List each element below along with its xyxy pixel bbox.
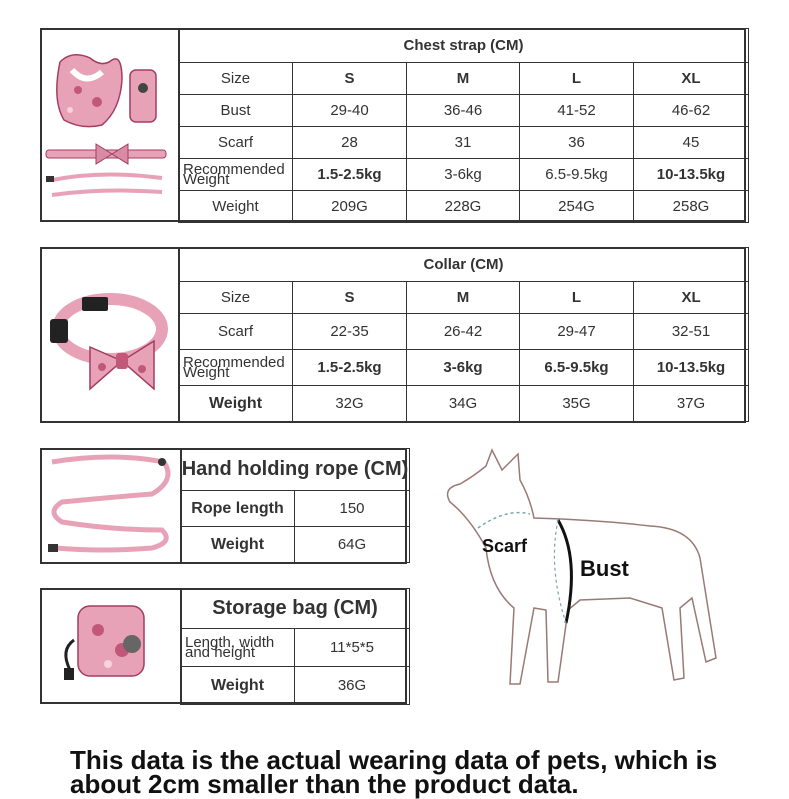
table-cell: 46-62 (634, 95, 749, 127)
row-label: Length, width and height (181, 629, 295, 667)
row-label: Scarf (179, 127, 293, 159)
chest-strap-section (40, 28, 746, 222)
table-cell: 258G (634, 191, 749, 223)
collar-table (178, 247, 749, 422)
header-cell: S (293, 282, 407, 314)
bag-title: Storage bag (CM) (181, 589, 410, 629)
table-cell: 45 (634, 127, 749, 159)
table-cell: 36-46 (407, 95, 520, 127)
table-row (179, 95, 749, 127)
table-row (179, 191, 749, 223)
table-cell: 11*5*5 (295, 629, 410, 667)
header-cell: Size (179, 282, 293, 314)
table-cell: 6.5-9.5kg (520, 159, 634, 191)
rope-title: Hand holding rope (CM) (181, 449, 410, 491)
table-row (181, 667, 410, 705)
table-row (179, 282, 749, 314)
chest-strap-title: Chest strap (CM) (179, 29, 749, 63)
table-row (181, 527, 410, 563)
table-cell: 209G (293, 191, 407, 223)
table-cell: 150 (295, 491, 410, 527)
table-row (179, 127, 749, 159)
scarf-label: Scarf (482, 536, 528, 556)
row-label: Weight (181, 667, 295, 705)
table-cell: 1.5-2.5kg (293, 350, 407, 386)
header-cell: XL (634, 63, 749, 95)
table-cell: 41-52 (520, 95, 634, 127)
rope-section (40, 448, 407, 564)
collar-title: Collar (CM) (179, 248, 749, 282)
table-cell: 32G (293, 386, 407, 422)
table-cell: 254G (520, 191, 634, 223)
table-row (179, 314, 749, 350)
table-cell: 64G (295, 527, 410, 563)
table-cell: 32-51 (634, 314, 749, 350)
table-cell: 22-35 (293, 314, 407, 350)
table-cell: 37G (634, 386, 749, 422)
table-row (181, 629, 410, 667)
table-cell: 3-6kg (407, 350, 520, 386)
row-label: Scarf (179, 314, 293, 350)
row-label: Recommended Weight (179, 159, 293, 191)
table-row (179, 63, 749, 95)
header-cell: L (520, 282, 634, 314)
header-cell: Size (179, 63, 293, 95)
row-label: Weight (179, 191, 293, 223)
bag-table (180, 588, 410, 705)
bust-label: Bust (580, 556, 629, 581)
row-label: Rope length (181, 491, 295, 527)
table-cell: 6.5-9.5kg (520, 350, 634, 386)
table-row (179, 386, 749, 422)
footer-note: This data is the actual wearing data of pets, which is about 2cm smaller than the product data. (70, 745, 718, 799)
row-label: Weight (181, 527, 295, 563)
table-cell: 28 (293, 127, 407, 159)
table-row (179, 159, 749, 191)
table-row (181, 491, 410, 527)
table-cell: 34G (407, 386, 520, 422)
table-cell: 228G (407, 191, 520, 223)
table-row (179, 350, 749, 386)
collar-section (40, 247, 746, 423)
table-cell: 3-6kg (407, 159, 520, 191)
header-cell: M (407, 282, 520, 314)
header-cell: L (520, 63, 634, 95)
table-cell: 29-40 (293, 95, 407, 127)
table-cell: 36G (295, 667, 410, 705)
leash-image (42, 450, 182, 562)
table-cell: 26-42 (407, 314, 520, 350)
bag-image (42, 590, 182, 702)
table-cell: 35G (520, 386, 634, 422)
table-cell: 36 (520, 127, 634, 159)
collar-image (42, 249, 180, 421)
header-cell: M (407, 63, 520, 95)
header-cell: S (293, 63, 407, 95)
table-cell: 31 (407, 127, 520, 159)
header-cell: XL (634, 282, 749, 314)
row-label: Recommended Weight (179, 350, 293, 386)
rope-table (180, 448, 410, 563)
dog-measurement-diagram (430, 448, 730, 708)
table-cell: 10-13.5kg (634, 159, 749, 191)
table-cell: 10-13.5kg (634, 350, 749, 386)
row-label: Weight (179, 386, 293, 422)
chest-strap-table (178, 28, 749, 223)
row-label: Bust (179, 95, 293, 127)
table-cell: 1.5-2.5kg (293, 159, 407, 191)
bag-section (40, 588, 407, 704)
table-cell: 29-47 (520, 314, 634, 350)
harness-set-image (42, 30, 180, 220)
